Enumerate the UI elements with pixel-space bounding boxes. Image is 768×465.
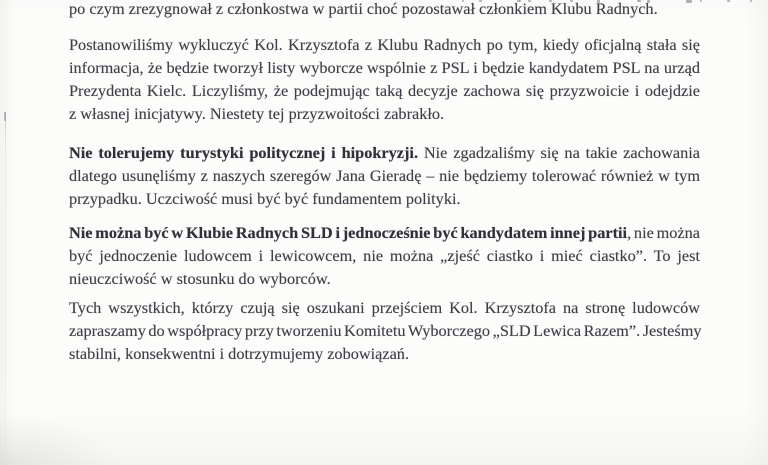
- bold-text-segment: Nie tolerujemy turystyki politycznej i hipokryzji.: [69, 143, 419, 162]
- text-segment: stabilni, konsekwentni i dotrzymujemy zobowiązań.: [69, 344, 410, 363]
- text-segment: przypadku. Uczciwość musi być być fundamentem polityki.: [69, 189, 461, 208]
- text-line: [69, 244, 700, 267]
- scan-crease-line: [5, 112, 6, 465]
- text-line: [69, 164, 700, 187]
- text-segment: informacja, że będzie tworzył listy wyborcze wspólnie z PSL i będzie kandydatem PSL na urząd: [69, 58, 700, 77]
- text-segment: dlatego usunęliśmy z naszych szeregów Jana Gieradę – nie będziemy tolerować również w tym: [69, 166, 700, 185]
- text-segment: nieuczciwość w stosunku do wyborców.: [69, 269, 331, 288]
- text-segment: Tych wszystkich, którzy czują się oszukani przejściem Kol. Krzysztofa na stronę ludowców: [69, 298, 700, 317]
- text-line: [69, 187, 700, 210]
- document-text: [69, 0, 700, 365]
- paragraph: [69, 33, 700, 125]
- clipped-text-fragment: [750, 0, 752, 2]
- text-segment: po czym zrezygnował z członkostwa w partii choć pozostawał członkiem Klubu Radnych.: [69, 0, 658, 18]
- paragraph: [69, 221, 700, 290]
- text-segment: Nie zgadzaliśmy się na takie zachowania: [418, 143, 701, 162]
- text-line: [69, 221, 700, 244]
- clipped-text-fragment: [727, 0, 730, 2]
- text-line: [69, 79, 700, 102]
- text-line: [69, 33, 700, 56]
- paragraph: [69, 141, 700, 210]
- text-segment: zapraszamy do współpracy przy tworzeniu Komitetu Wyborczego „SLD Lewica Razem”. Jesteśmy: [69, 321, 702, 340]
- paragraph: [69, 296, 700, 365]
- text-line: [69, 342, 700, 365]
- text-segment: z własnej inicjatywy. Niestety tej przyzwoitości zabrakło.: [69, 104, 445, 123]
- text-line: [69, 102, 700, 125]
- bold-text-segment: Nie można być w Klubie Radnych SLD i jednocześnie być kandydatem innej partii: [69, 223, 628, 242]
- text-segment: Postanowiliśmy wykluczyć Kol. Krzysztofa z Klubu Radnych po tym, kiedy oficjalną stała się: [69, 35, 700, 54]
- paragraph: [69, 0, 700, 20]
- text-segment: , nie można: [627, 223, 701, 242]
- text-line: [69, 141, 700, 164]
- text-line: [69, 56, 700, 79]
- text-line: [69, 296, 700, 319]
- text-line: [69, 0, 700, 20]
- text-line: [69, 319, 700, 342]
- text-segment: być jednoczenie ludowcem i lewicowcem, nie można „zjeść ciastko i mieć ciastko”. To jest: [69, 246, 700, 265]
- clipped-text-fragment: [700, 0, 702, 2]
- text-segment: Prezydenta Kielc. Liczyliśmy, że podejmując taką decyzje zachowa się przyzwoicie i odejdzie: [69, 81, 700, 100]
- text-line: [69, 267, 700, 290]
